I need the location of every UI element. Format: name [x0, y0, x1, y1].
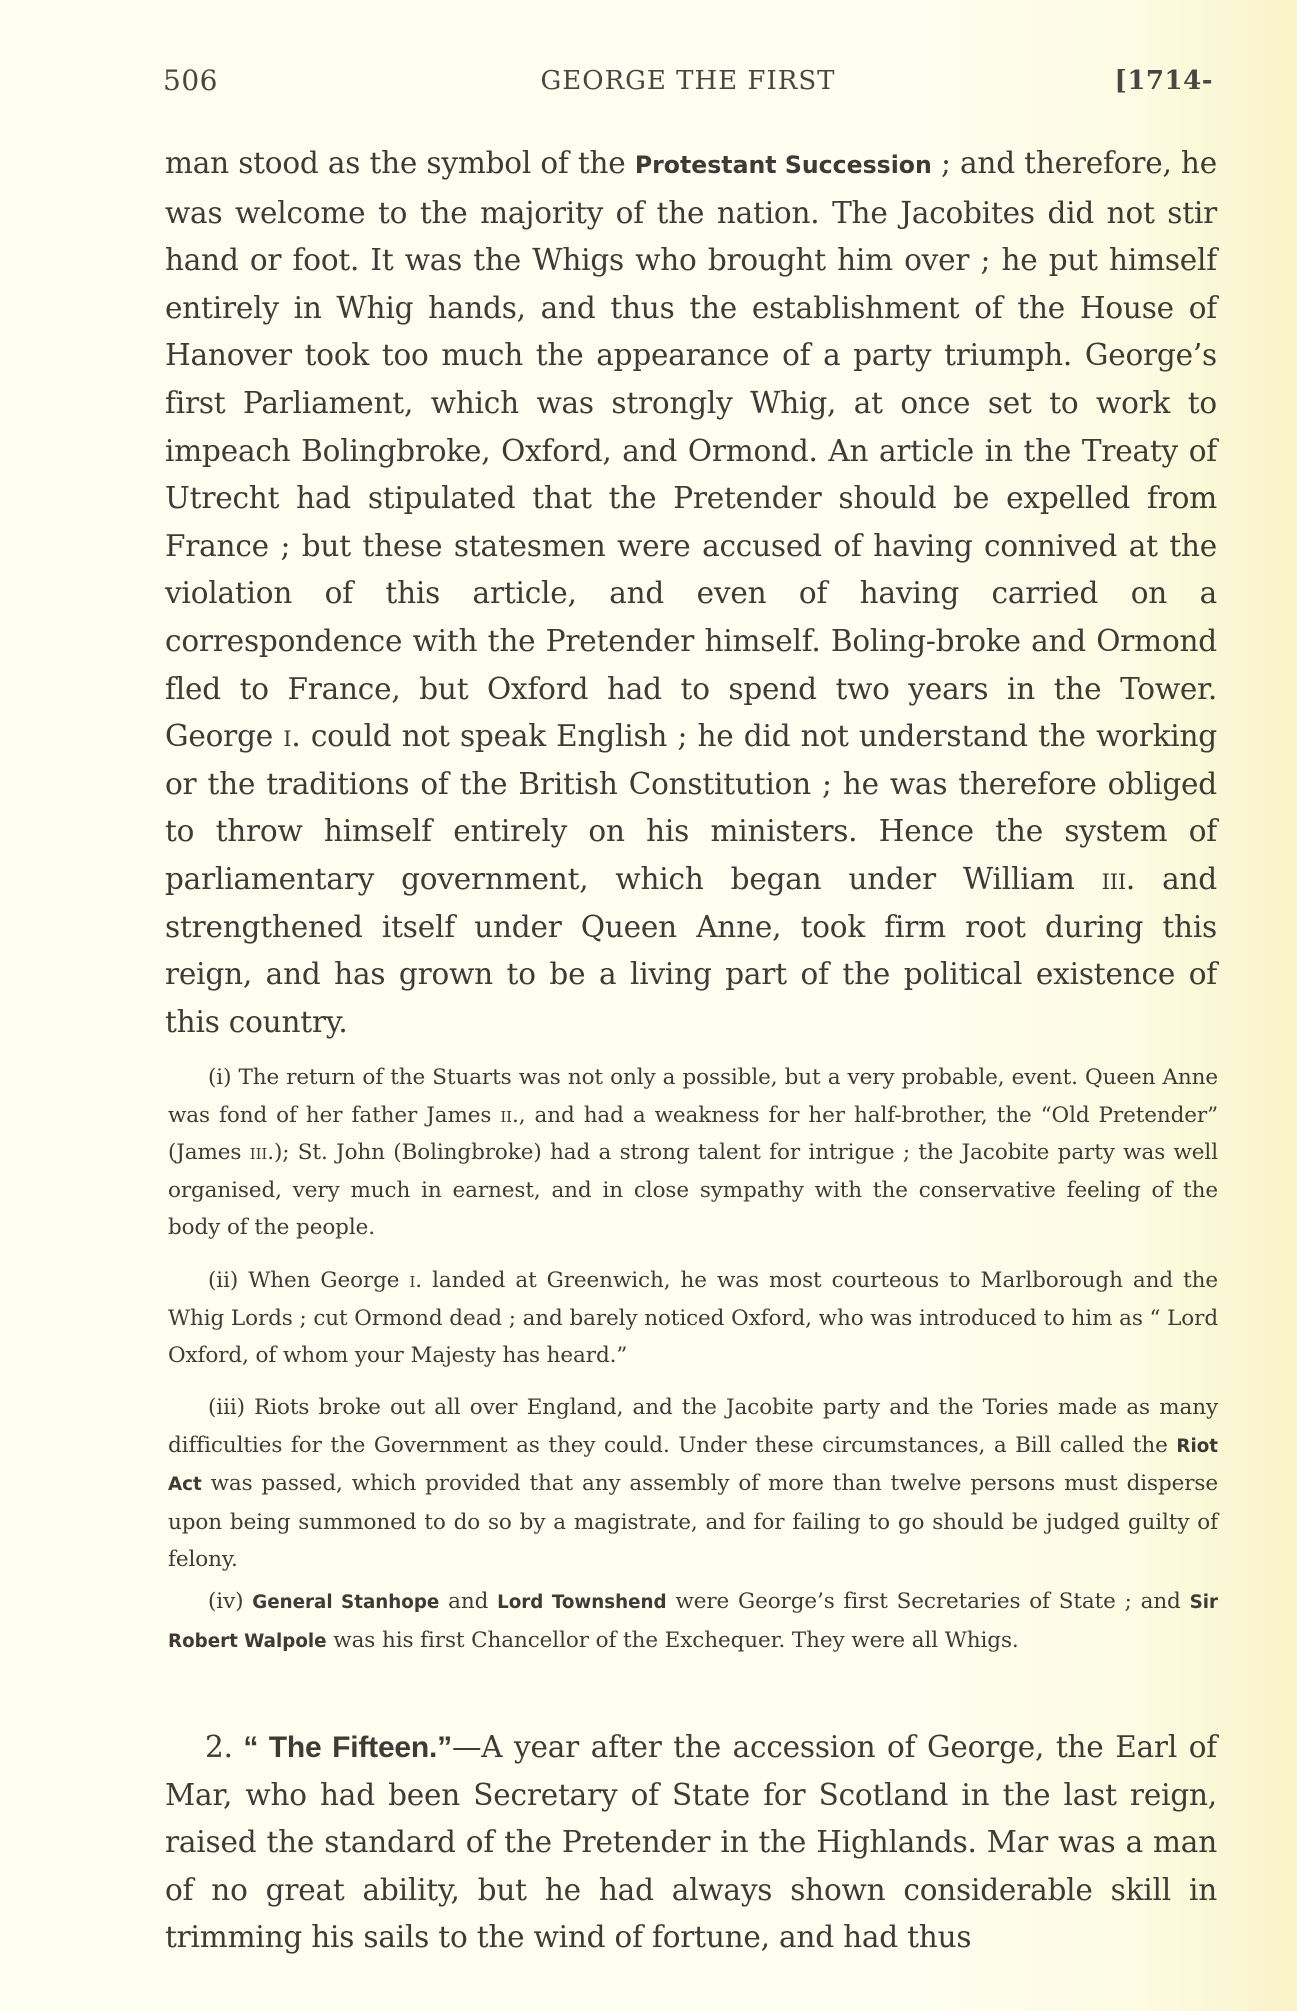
note-iii: [168, 1389, 1218, 1579]
main-text: ; and therefore, he was welcome to the majority of the nation. The Jacobites did not stir hand or foot. It was the Whigs who brought him over ; he put himself entirely in Whig hands, and thus the establishment of the House of Hanover took too much the appearance of a party triumph. George’s first Parliament, which was strongly Whig, at once set to work to impeach Bolingbroke, Oxford, and Ormond. An article in the Treaty of Utrecht had stipulated that the Pretender should be expelled from France ; but these statesmen were accused of having connived at the violation of this article, and even of having carried on a correspondence with the Pretender himself. Boling-broke and Ormond fled to France, but Oxford had to spend two years in the Tower. George: [165, 146, 1217, 754]
emphasis-lord-townshend: Lord Townshend: [497, 1592, 667, 1613]
section-text: A year after the accession of George, the Earl of Mar, who had been Secretary of State for Scotland in the last reign, raised the standard of the Pretender in the Highlands. Mar was a man of no great ability, but he had always shown considerable skill in trimming his sails to the wind of fortune, and had thus: [165, 1730, 1217, 1955]
note-text: landed at Greenwich, he was most courteous to Marlborough and the Whig Lords ; cut Ormond dead ; and barely noticed Oxford, who was introduced to him as “ Lord Oxford, of whom your Majesty has heard.”: [168, 1268, 1218, 1368]
note-marker: (iii): [208, 1395, 245, 1420]
regnal-numeral: i.: [409, 1268, 423, 1293]
regnal-numeral: iii.: [249, 1140, 274, 1165]
note-text: The return of the Stuarts was not only a possible, but a very probable, event. Queen Anne was fond of her father James: [168, 1065, 1218, 1128]
note-text: and: [439, 1589, 498, 1614]
section-heading: “ The Fifteen.”: [232, 1731, 452, 1764]
note-text: was passed, which provided that any assembly of more than twelve persons must disperse upon being summoned to do so by a magistrate, and for failing to go should be judged guilty of felony.: [168, 1471, 1218, 1572]
note-text: was his first Chancellor of the Exchequer. They were all Whigs.: [326, 1627, 1019, 1653]
note-iv: [168, 1583, 1218, 1660]
note-text: Riots broke out all over England, and the Jacobite party and the Tories made as many difficulties for the Government as they could. Under these circumstances, a Bill called the: [168, 1395, 1218, 1458]
note-text: When George: [238, 1268, 410, 1293]
note-text: , and had a weakness for her half-brother, the “Old Pretender” (James: [168, 1102, 1218, 1165]
main-text: man stood as the symbol of the: [165, 146, 635, 180]
chapter-title: GEORGE THE FIRST: [540, 66, 836, 96]
running-head: [163, 64, 1213, 108]
main-paragraph: [165, 140, 1217, 1046]
emphasis-riot-act: Riot Act: [168, 1435, 1218, 1495]
section-2: [165, 1724, 1217, 1962]
main-text: and strengthened itself under Queen Anne, took firm root during this reign, and has grown to be a living part of the political existence of this country.: [165, 861, 1217, 1039]
note-i: [168, 1059, 1218, 1247]
note-marker: (iv): [208, 1589, 244, 1614]
note-marker: (i): [208, 1065, 232, 1090]
year-marker: [1714-: [1114, 66, 1213, 96]
regnal-numeral: i.: [283, 719, 301, 754]
note-marker: (ii): [208, 1268, 239, 1293]
emphasis-general-stanhope: General Stanhope: [252, 1592, 440, 1613]
note-text: ); St. John (Bolingbroke) had a strong talent for intrigue ; the Jacobite party was well organised, very much in earnest, and in close sympathy with the conservative feeling of the body of the people.: [168, 1140, 1218, 1240]
note-text: were George’s first Secretaries of State ; and: [666, 1589, 1190, 1614]
emphasis-robert-walpole: Sir Robert Walpole: [168, 1592, 1218, 1652]
regnal-numeral: ii.: [500, 1102, 519, 1128]
note-ii: [168, 1262, 1218, 1375]
emphasis-protestant-succession: Protestant Succession: [634, 151, 932, 179]
regnal-numeral: iii.: [1101, 861, 1136, 896]
em-dash: —: [451, 1730, 482, 1764]
main-text: could not speak English ; he did not understand the working or the traditions of the British Constitution ; he was therefore obliged to throw himself entirely on his ministers. Hence the system of parliamentary government, which began under William: [165, 719, 1217, 896]
page-number: 506: [163, 64, 218, 97]
section-number: 2.: [205, 1730, 233, 1764]
